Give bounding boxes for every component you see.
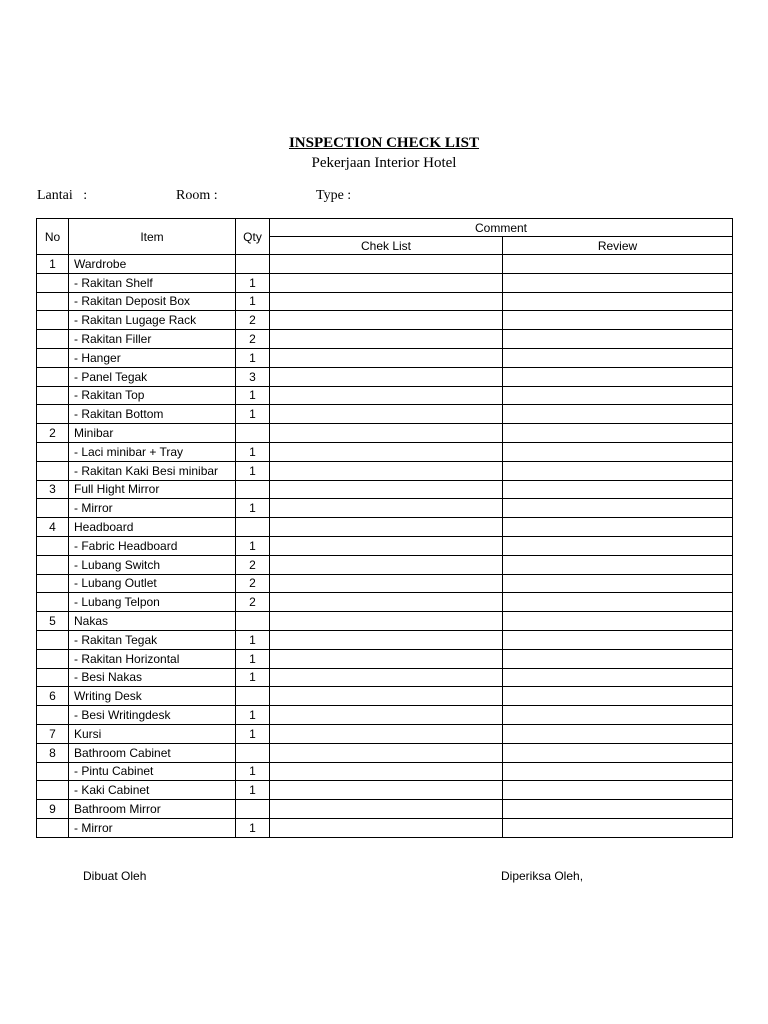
row-review-cell[interactable] (503, 762, 733, 781)
row-qty: 1 (236, 818, 270, 837)
row-no (37, 386, 69, 405)
row-qty: 2 (236, 555, 270, 574)
row-checklist-cell[interactable] (270, 386, 503, 405)
row-item: Bathroom Mirror (69, 800, 236, 819)
row-item: Wardrobe (69, 255, 236, 274)
row-checklist-cell[interactable] (270, 668, 503, 687)
row-item: - Mirror (69, 499, 236, 518)
row-qty: 1 (236, 292, 270, 311)
row-checklist-cell[interactable] (270, 555, 503, 574)
row-review-cell[interactable] (503, 743, 733, 762)
row-item: Headboard (69, 518, 236, 537)
row-review-cell[interactable] (503, 386, 733, 405)
row-no (37, 536, 69, 555)
row-item: - Rakitan Shelf (69, 273, 236, 292)
table-row (37, 405, 733, 424)
type-label: Type : (316, 188, 352, 203)
row-qty (236, 424, 270, 443)
row-no (37, 273, 69, 292)
table-row (37, 499, 733, 518)
table-row (37, 593, 733, 612)
table-row (37, 255, 733, 274)
table-row (37, 442, 733, 461)
row-checklist-cell[interactable] (270, 818, 503, 837)
row-item: Kursi (69, 724, 236, 743)
row-review-cell[interactable] (503, 630, 733, 649)
row-no (37, 630, 69, 649)
table-row (37, 311, 733, 330)
row-item: Writing Desk (69, 687, 236, 706)
table-row (37, 536, 733, 555)
table-row (37, 367, 733, 386)
table-row (37, 273, 733, 292)
row-qty: 1 (236, 386, 270, 405)
table-row (37, 292, 733, 311)
row-checklist-cell[interactable] (270, 781, 503, 800)
row-item: - Rakitan Lugage Rack (69, 311, 236, 330)
row-qty: 2 (236, 593, 270, 612)
row-qty (236, 687, 270, 706)
table-row (37, 762, 733, 781)
table-row (37, 706, 733, 725)
header-item: Item (69, 219, 236, 255)
row-item: - Besi Writingdesk (69, 706, 236, 725)
row-no: 5 (37, 612, 69, 631)
row-checklist-cell[interactable] (270, 461, 503, 480)
row-checklist-cell[interactable] (270, 649, 503, 668)
row-item: - Laci minibar + Tray (69, 442, 236, 461)
row-review-cell[interactable] (503, 255, 733, 274)
row-review-cell[interactable] (503, 818, 733, 837)
row-checklist-cell[interactable] (270, 518, 503, 537)
row-qty (236, 612, 270, 631)
row-qty (236, 800, 270, 819)
row-qty (236, 743, 270, 762)
row-review-cell[interactable] (503, 555, 733, 574)
row-review-cell[interactable] (503, 574, 733, 593)
row-checklist-cell[interactable] (270, 424, 503, 443)
document-subtitle: Pekerjaan Interior Hotel (311, 155, 457, 171)
row-checklist-cell[interactable] (270, 687, 503, 706)
row-review-cell[interactable] (503, 442, 733, 461)
row-qty: 1 (236, 461, 270, 480)
row-review-cell[interactable] (503, 706, 733, 725)
table-row (37, 518, 733, 537)
row-item: - Lubang Telpon (69, 593, 236, 612)
row-review-cell[interactable] (503, 480, 733, 499)
row-review-cell[interactable] (503, 405, 733, 424)
row-no (37, 348, 69, 367)
header-qty: Qty (236, 219, 270, 255)
row-review-cell[interactable] (503, 536, 733, 555)
header-comment: Comment (270, 219, 733, 237)
row-item: - Kaki Cabinet (69, 781, 236, 800)
row-checklist-cell[interactable] (270, 273, 503, 292)
row-review-cell[interactable] (503, 724, 733, 743)
row-checklist-cell[interactable] (270, 348, 503, 367)
header-review: Review (503, 237, 733, 255)
table-row (37, 574, 733, 593)
row-checklist-cell[interactable] (270, 499, 503, 518)
row-qty: 1 (236, 348, 270, 367)
row-no (37, 706, 69, 725)
row-qty: 1 (236, 668, 270, 687)
row-item: - Pintu Cabinet (69, 762, 236, 781)
table-row (37, 818, 733, 837)
row-qty: 1 (236, 724, 270, 743)
row-no (37, 574, 69, 593)
row-checklist-cell[interactable] (270, 706, 503, 725)
row-review-cell[interactable] (503, 330, 733, 349)
row-item: - Rakitan Filler (69, 330, 236, 349)
row-qty (236, 518, 270, 537)
row-qty: 2 (236, 574, 270, 593)
row-checklist-cell[interactable] (270, 593, 503, 612)
table-row (37, 480, 733, 499)
table-row (37, 612, 733, 631)
row-review-cell[interactable] (503, 668, 733, 687)
row-qty: 1 (236, 630, 270, 649)
row-item: - Lubang Switch (69, 555, 236, 574)
table-row (37, 800, 733, 819)
row-review-cell[interactable] (503, 273, 733, 292)
row-no: 7 (37, 724, 69, 743)
row-no: 4 (37, 518, 69, 537)
row-no (37, 781, 69, 800)
row-no (37, 499, 69, 518)
row-qty: 1 (236, 536, 270, 555)
row-review-cell[interactable] (503, 292, 733, 311)
row-review-cell[interactable] (503, 424, 733, 443)
row-qty: 1 (236, 499, 270, 518)
lantai-label: Lantai : (37, 188, 88, 203)
table-row (37, 330, 733, 349)
row-checklist-cell[interactable] (270, 330, 503, 349)
row-item: - Rakitan Kaki Besi minibar (69, 461, 236, 480)
row-qty: 1 (236, 405, 270, 424)
row-checklist-cell[interactable] (270, 724, 503, 743)
row-checklist-cell[interactable] (270, 630, 503, 649)
table-row (37, 461, 733, 480)
checked-by-label: Diperiksa Oleh, (501, 869, 584, 883)
table-row (37, 424, 733, 443)
header-no: No (37, 219, 69, 255)
row-review-cell[interactable] (503, 593, 733, 612)
made-by-label: Dibuat Oleh (83, 869, 147, 883)
row-no: 1 (37, 255, 69, 274)
row-item: Bathroom Cabinet (69, 743, 236, 762)
header-checklist: Chek List (270, 237, 503, 255)
row-no: 9 (37, 800, 69, 819)
row-checklist-cell[interactable] (270, 762, 503, 781)
row-review-cell[interactable] (503, 649, 733, 668)
row-item: Full Hight Mirror (69, 480, 236, 499)
row-no (37, 442, 69, 461)
row-qty: 1 (236, 442, 270, 461)
row-no (37, 762, 69, 781)
row-review-cell[interactable] (503, 612, 733, 631)
row-no (37, 668, 69, 687)
row-item: - Hanger (69, 348, 236, 367)
row-no: 3 (37, 480, 69, 499)
row-qty: 1 (236, 273, 270, 292)
table-row (37, 630, 733, 649)
table-row (37, 743, 733, 762)
table-row (37, 668, 733, 687)
table-row (37, 781, 733, 800)
row-no (37, 649, 69, 668)
row-review-cell[interactable] (503, 461, 733, 480)
table-row (37, 555, 733, 574)
row-no (37, 311, 69, 330)
row-checklist-cell[interactable] (270, 480, 503, 499)
row-checklist-cell[interactable] (270, 292, 503, 311)
row-no: 8 (37, 743, 69, 762)
row-checklist-cell[interactable] (270, 743, 503, 762)
row-checklist-cell[interactable] (270, 442, 503, 461)
row-qty (236, 480, 270, 499)
row-item: - Fabric Headboard (69, 536, 236, 555)
row-checklist-cell[interactable] (270, 800, 503, 819)
row-checklist-cell[interactable] (270, 612, 503, 631)
row-no (37, 367, 69, 386)
row-checklist-cell[interactable] (270, 311, 503, 330)
row-qty: 1 (236, 706, 270, 725)
row-item: Minibar (69, 424, 236, 443)
row-checklist-cell[interactable] (270, 405, 503, 424)
row-review-cell[interactable] (503, 800, 733, 819)
row-checklist-cell[interactable] (270, 367, 503, 386)
table-row (37, 386, 733, 405)
row-no (37, 405, 69, 424)
room-label: Room : (176, 188, 218, 203)
row-checklist-cell[interactable] (270, 536, 503, 555)
row-qty: 3 (236, 367, 270, 386)
table-row (37, 649, 733, 668)
row-no (37, 292, 69, 311)
table-row (37, 724, 733, 743)
row-review-cell[interactable] (503, 499, 733, 518)
row-review-cell[interactable] (503, 311, 733, 330)
row-no (37, 593, 69, 612)
row-no (37, 818, 69, 837)
row-item: - Lubang Outlet (69, 574, 236, 593)
row-review-cell[interactable] (503, 781, 733, 800)
row-qty: 1 (236, 762, 270, 781)
row-no (37, 330, 69, 349)
row-no (37, 555, 69, 574)
row-no: 2 (37, 424, 69, 443)
row-review-cell[interactable] (503, 367, 733, 386)
row-qty: 2 (236, 330, 270, 349)
row-review-cell[interactable] (503, 348, 733, 367)
row-checklist-cell[interactable] (270, 255, 503, 274)
row-item: Nakas (69, 612, 236, 631)
row-item: - Rakitan Top (69, 386, 236, 405)
row-item: - Besi Nakas (69, 668, 236, 687)
row-qty: 1 (236, 781, 270, 800)
row-item: - Rakitan Horizontal (69, 649, 236, 668)
row-no (37, 461, 69, 480)
row-item: - Panel Tegak (69, 367, 236, 386)
row-item: - Rakitan Deposit Box (69, 292, 236, 311)
row-qty (236, 255, 270, 274)
row-no: 6 (37, 687, 69, 706)
row-qty: 2 (236, 311, 270, 330)
row-item: - Rakitan Tegak (69, 630, 236, 649)
document-header (0, 133, 768, 173)
row-review-cell[interactable] (503, 518, 733, 537)
row-item: - Mirror (69, 818, 236, 837)
table-row (37, 348, 733, 367)
document-title: INSPECTION CHECK LIST (288, 135, 480, 151)
inspection-table (36, 218, 733, 838)
row-checklist-cell[interactable] (270, 574, 503, 593)
row-item: - Rakitan Bottom (69, 405, 236, 424)
row-qty: 1 (236, 649, 270, 668)
row-review-cell[interactable] (503, 687, 733, 706)
table-row (37, 687, 733, 706)
